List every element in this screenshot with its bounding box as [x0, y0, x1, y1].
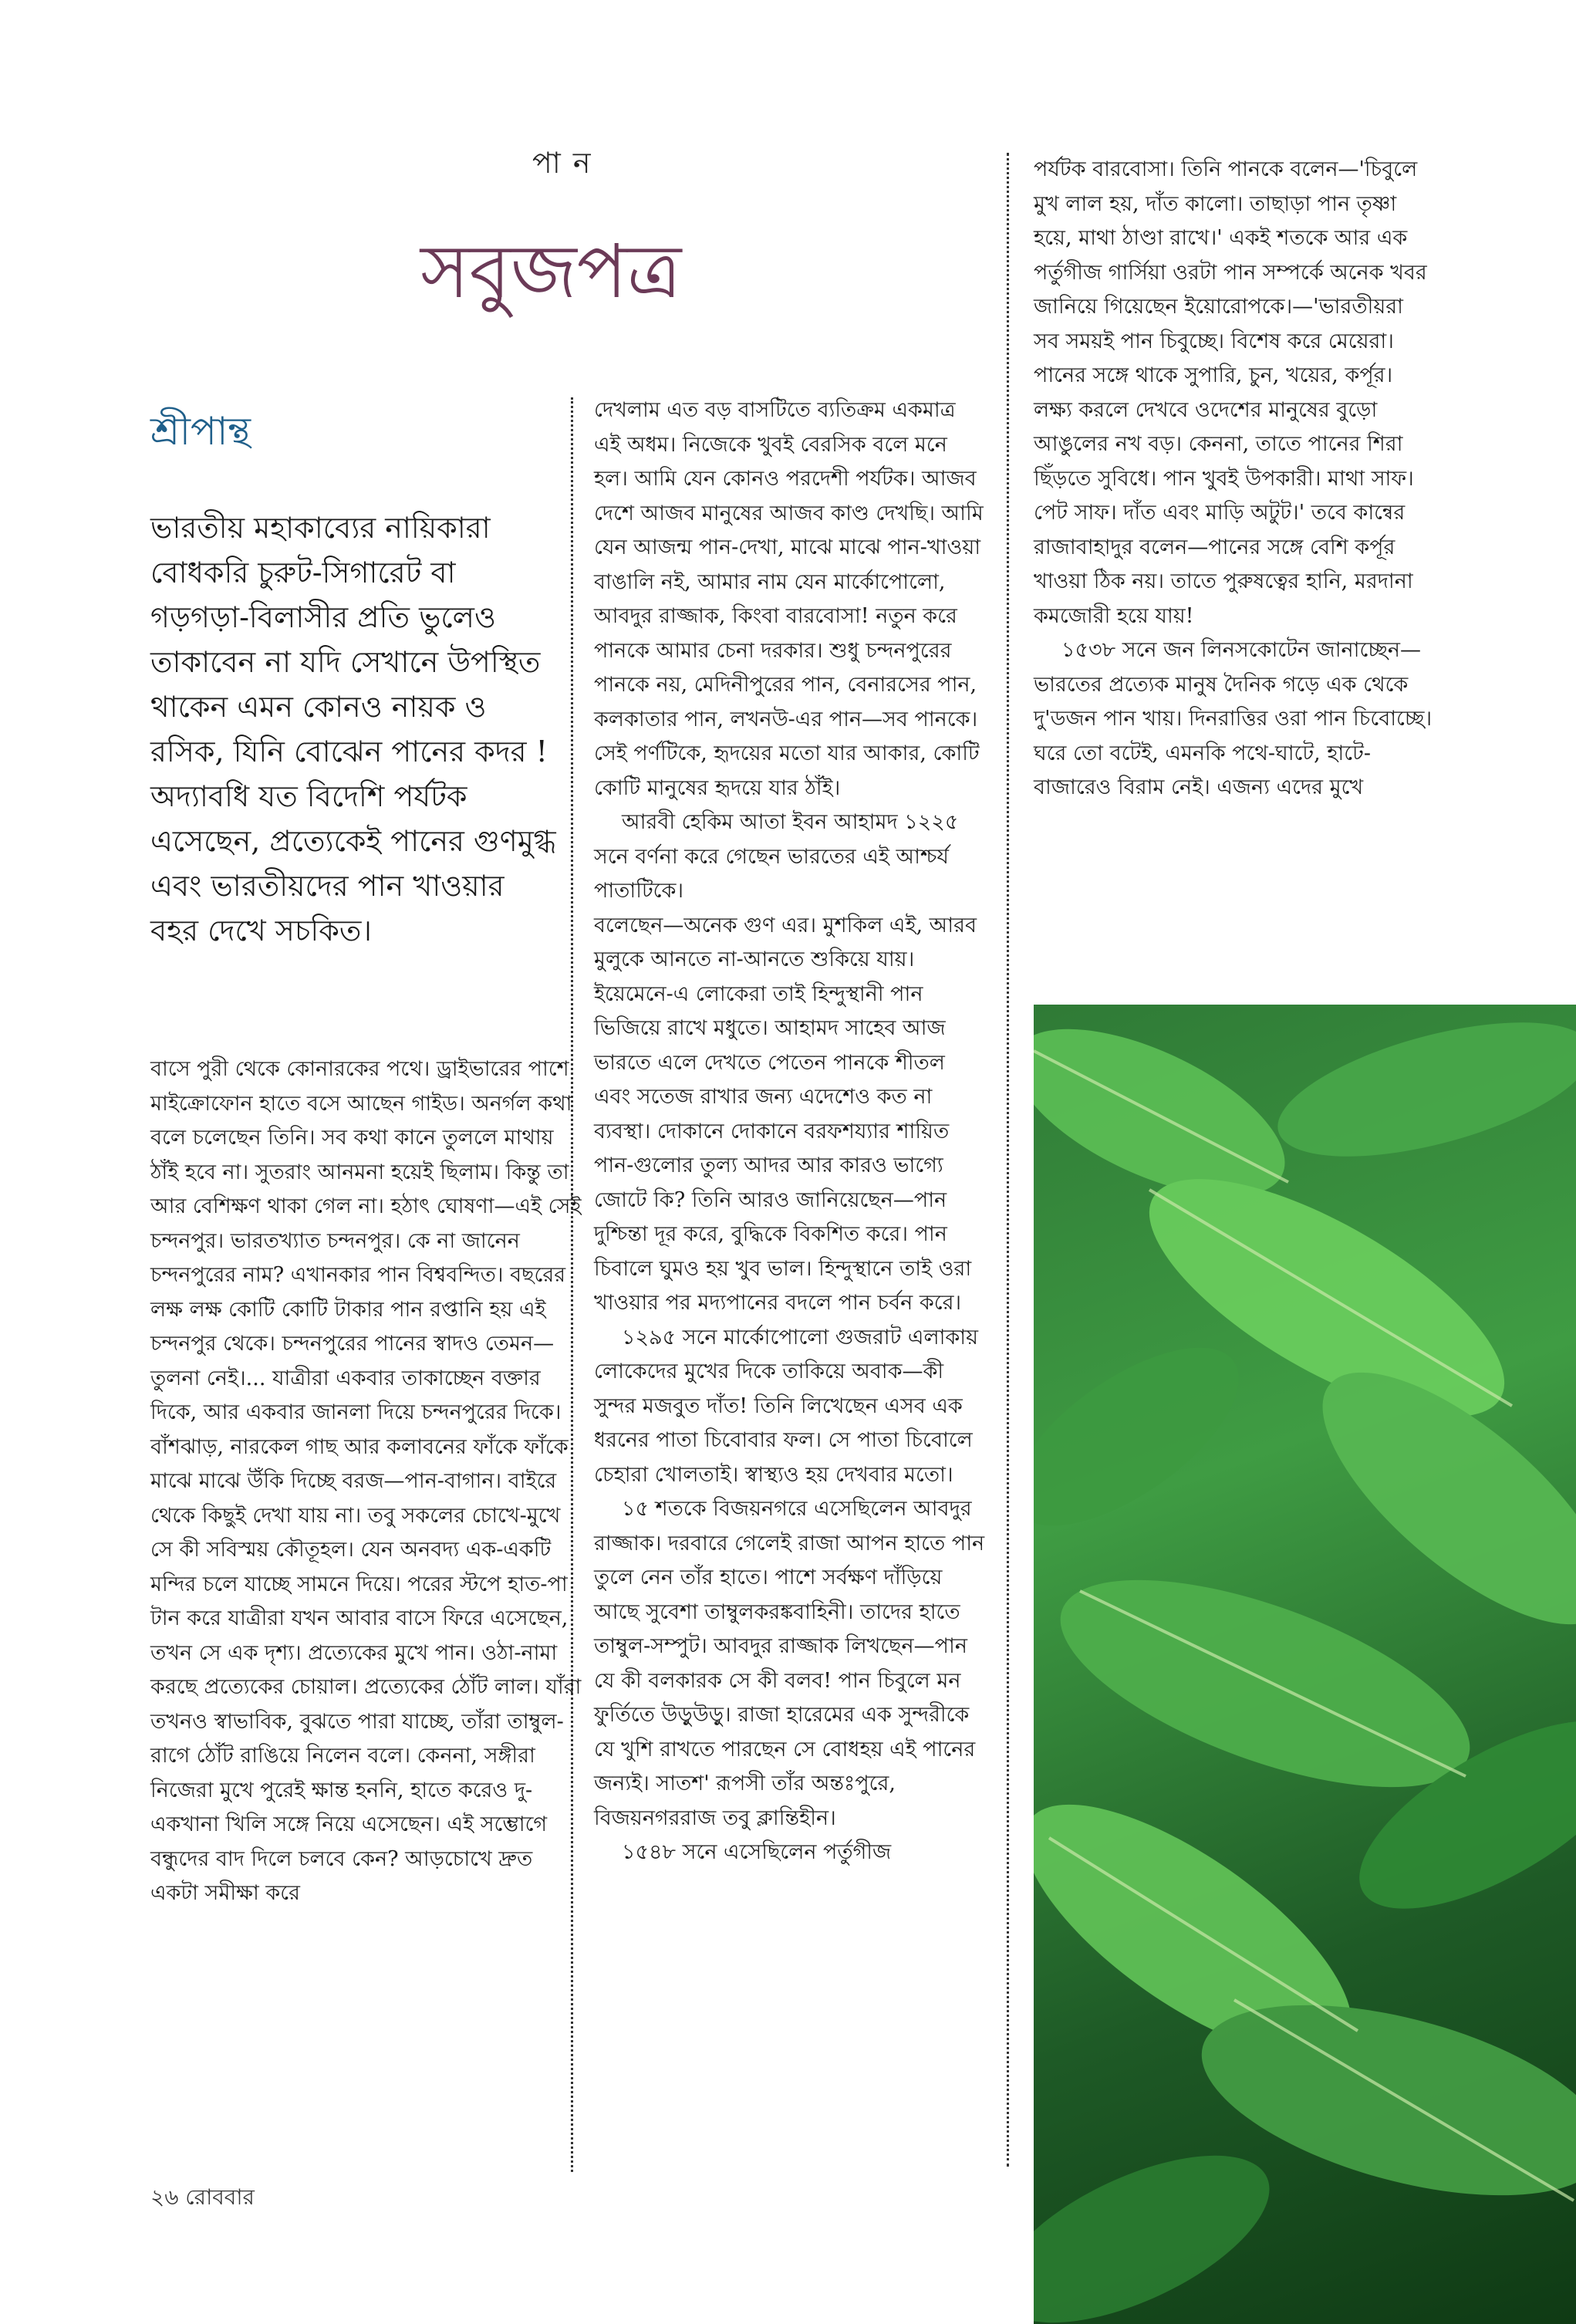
betel-leaf-photo [1034, 1005, 1576, 2324]
page-footer: ২৬ রোববার [150, 2184, 255, 2210]
intro-paragraph: ভারতীয় মহাকাব্যের নায়িকারা বোধকরি চুরুট-সিগারেট বা গড়গড়া-বিলাসীর প্রতি ভুলেও তাকাবেন না যদি সেখানে উপস্থিত থাকেন এমন কোনও নায়ক ও রসিক, যিনি বোঝেন পানের কদর ! অদ্যাবধি যত বিদেশি পর্যটক এসেছেন, প্রত্যেকেই পানের গুণমুগ্ধ এবং ভারতীয়দের পান খাওয়ার বহর দেখে সচকিত। [150, 511, 556, 948]
section-tag: পা ন [532, 146, 592, 180]
paragraph: আরবী হেকিম আতা ইবন আহামদ ১২২৫ সনে বর্ণনা করে গেছেন ভারতের এই আশ্চর্য পাতাটিকে। [594, 810, 959, 903]
paragraph: ১৫৩৮ সনে জন লিনসকোটেন জানাচ্ছেন—ভারতের প্রত্যেক মানুষ দৈনিক গড়ে এক থেকে দু'ডজন পান খায়। দিনরাত্তির ওরা পান চিবোচ্ছে। ঘরে তো বটেই, এমনকি পথে-ঘাটে, হাটে-বাজারেও বিরাম নেই। এজন্য এদের মুখে [1034, 638, 1433, 799]
article-title: সবুজপত্র [420, 228, 682, 315]
article-column-2 [594, 394, 987, 1870]
paragraph: ১৫ শতকে বিজয়নগরে এসেছিলেন আবদুর রাজ্জাক। দরবারে গেলেই রাজা আপন হাতে পান তুলে নেন তাঁর হাতে। পাশে সর্বক্ষণ দাঁড়িয়ে আছে সুবেশা তাম্বুলকরঙ্কবাহিনী। তাদের হাতে তাম্বুল-সম্পুট। আবদুর রাজ্জাক লিখছেন—পান যে কী বলকারক সে কী বলব! পান চিবুলে মন ফুর্তিতে উড়ুউড়ু। রাজা হারেমের এক সুন্দরীকে যে খুশি রাখতে পারছেন সে বোধহয় এই পানের জন্যই। সাতশ' রূপসী তাঁর অন্তঃপুরে, বিজয়নগররাজ তবু ক্লান্তিহীন। [594, 1497, 985, 1830]
paragraph: বলেছেন—অনেক গুণ এর। মুশকিল এই, আরব মুলুকে আনতে না-আনতে শুকিয়ে যায়। ইয়েমেনে-এ লোকেরা তাই হিন্দুস্থানী পান ভিজিয়ে রাখে মধুতে। আহামদ সাহেব আজ ভারতে এলে দেখতে পেতেন পানকে শীতল এবং সতেজ রাখার জন্য এদেশেও কত না ব্যবস্থা। দোকানে দোকানে বরফশয্যার শায়িত পান-গুলোর তুল্য আদর আর কারও ভাগ্যে জোটে কি? তিনি আরও জানিয়েছেন—পান দুশ্চিন্তা দূর করে, বুদ্ধিকে বিকশিত করে। পান চিবালে ঘুমও হয় খুব ভাল। হিন্দুস্থানে তাই ওরা খাওয়ার পর মদ্যপানের বদলে পান চর্বন করে। [594, 913, 977, 1315]
column-divider [1007, 153, 1009, 2167]
paragraph: দেখলাম এত বড় বাসটিতে ব্যতিক্রম একমাত্র এই অধম। নিজেকে খুবই বেরসিক বলে মনে হল। আমি যেন কোনও পরদেশী পর্যটক। আজব দেশে আজব মানুষের আজব কাণ্ড দেখছি। আমি যেন আজন্ম পান-দেখা, মাঝে মাঝে পান-খাওয়া বাঙালি নই, আমার নাম যেন মার্কোপোলো, আবদুর রাজ্জাক, কিংবা বারবোসা! নতুন করে পানকে আমার চেনা দরকার। শুধু চন্দনপুরের পানকে নয়, মেদিনীপুরের পান, বেনারসের পান, কলকাতার পান, লখনউ-এর পান—সব পানকে। সেই পর্ণটিকে, হৃদয়ের মতো যার আকার, কোটি কোটি মানুষের হৃদয়ে যার ঠাঁই। [594, 398, 984, 800]
paragraph: পর্যটক বারবোসা। তিনি পানকে বলেন—'চিবুলে মুখ লাল হয়, দাঁত কালো। তাছাড়া পান তৃষ্ণা হয়ে, মাথা ঠাণ্ডা রাখে।' একই শতকে আর এক পর্তুগীজ গার্সিয়া ওরটা পান সম্পর্কে অনেক খবর জানিয়ে গিয়েছেন ইয়োরোপকে।—'ভারতীয়রা সব সময়ই পান চিবুচ্ছে। বিশেষ করে মেয়েরা। পানের সঙ্গে থাকে সুপারি, চুন, খয়ের, কর্পূর। লক্ষ্য করলে দেখবে ওদেশের মানুষের বুড়ো আঙুলের নখ বড়। কেননা, তাতে পানের শিরা ছিঁড়তে সুবিধে। পান খুবই উপকারী। মাথা সাফ। পেট সাফ। দাঁত এবং মাড়ি অটুট।' তবে কান্বের রাজাবাহাদুর বলেন—পানের সঙ্গে বেশি কর্পূর খাওয়া ঠিক নয়। তাতে পুরুষত্বের হানি, মরদানা কমজোরী হয়ে যায়! [1034, 157, 1427, 628]
paragraph: ১২৯৫ সনে মার্কোপোলো গুজরাট এলাকায় লোকেদের মুখের দিকে তাকিয়ে অবাক—কী সুন্দর মজবুত দাঁত! তিনি লিখেছেন এসব এক ধরনের পাতা চিবোবার ফল। সে পাতা চিবোলে চেহারা খোলতাই। স্বাস্থ্যও হয় দেখবার মতো। [594, 1325, 979, 1487]
leaf-illustration [1034, 1005, 1576, 2324]
paragraph: বাসে পুরী থেকে কোনারকের পথে। ড্রাইভারের পাশে মাইক্রোফোন হাতে বসে আছেন গাইড। অনর্গল কথা বলে চলেছেন তিনি। সব কথা কানে তুললে মাথায় ঠাঁই হবে না। সুতরাং আনমনা হয়েই ছিলাম। কিন্তু তা আর বেশিক্ষণ থাকা গেল না। হঠাৎ ঘোষণা—এই সেই চন্দনপুর। ভারতখ্যাত চন্দনপুর। কে না জানেন চন্দনপুরের নাম? এখানকার পান বিশ্ববন্দিত। বছরের লক্ষ লক্ষ কোটি কোটি টাকার পান রপ্তানি হয় এই চন্দনপুর থেকে। চন্দনপুরের পানের স্বাদও তেমন—তুলনা নেই।... যাত্রীরা একবার তাকাচ্ছেন বক্তার দিকে, আর একবার জানলা দিয়ে চন্দনপুরের দিকে। বাঁশঝাড়, নারকেল গাছ আর কলাবনের ফাঁকে ফাঁকে মাঝে মাঝে উঁকি দিচ্ছে বরজ—পান-বাগান। বাইরে থেকে কিছুই দেখা যায় না। তবু সকলের চোখে-মুখে সে কী সবিস্ময় কৌতূহল। যেন অনবদ্য এক-একটি মন্দির চলে যাচ্ছে সামনে দিয়ে। পরের স্টপে হাত-পা টান করে যাত্রীরা যখন আবার বাসে ফিরে এসেছেন, তখন সে এক দৃশ্য। প্রত্যেকের মুখে পান। ওঠা-নামা করছে প্রত্যেকের চোয়াল। প্রত্যেকের ঠোঁট লাল। যাঁরা তখনও স্বাভাবিক, বুঝতে পারা যাচ্ছে, তাঁরা তাম্বুল-রাগে ঠোঁট রাঙিয়ে নিলেন বলে। কেননা, সঙ্গীরা নিজেরা মুখে পুরেই ক্ষান্ত হননি, হাতে করেও দু-একখানা খিলি সঙ্গে নিয়ে এসেছেন। এই সম্ভোগে বন্ধুদের বাদ দিলে চলবে কেন? আড়চোখে দ্রুত একটা সমীক্ষা করে [150, 1057, 582, 1905]
article-column-3 [1034, 153, 1435, 806]
article-column-1 [150, 1052, 582, 1911]
author-byline: শ্রীপান্থ [150, 409, 251, 454]
paragraph: ১৫৪৮ সনে এসেছিলেন পর্তুগীজ [622, 1840, 892, 1864]
